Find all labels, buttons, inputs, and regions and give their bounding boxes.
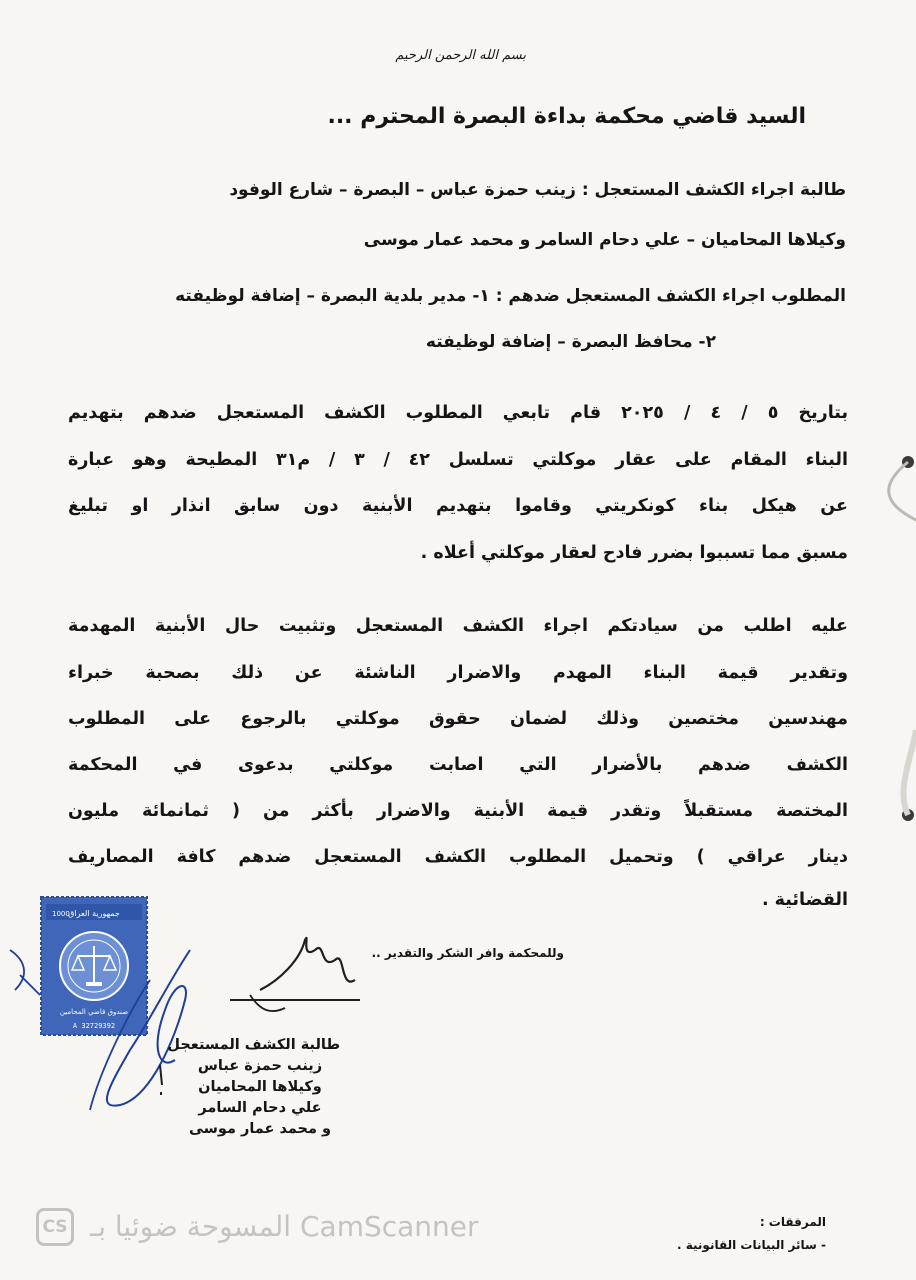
paragraph2-line: وتقدير قيمة البناء المهدم والاضرار الناشئة عن ذلك بصحبة خبراء <box>68 663 848 683</box>
attachments-item: - سائر البيانات القانونية . <box>677 1238 826 1252</box>
respondent-2-line: ٢- محافظ البصرة – إضافة لوظيفته <box>425 332 716 352</box>
closing-thanks: وللمحكمة وافر الشكر والتقدير .. <box>371 946 564 960</box>
signatory-line: طالبة الكشف المستعجل <box>167 1037 340 1053</box>
attachments-title: المرفقات : <box>759 1215 826 1229</box>
paragraph2-line: دينار عراقي ) وتحميل المطلوب الكشف المستعجل ضدهم كافة المصاريف <box>68 847 848 867</box>
applicant-line: طالبة اجراء الكشف المستعجل : زينب حمزة عباس – البصرة – شارع الوفود <box>229 180 846 200</box>
stamp-serial: A 32729392 <box>72 1022 116 1030</box>
signatory-line: علي دحام السامر <box>198 1100 322 1116</box>
signatory-line: وكيلاها المحاميان <box>198 1079 322 1095</box>
paragraph2-line: مهندسين مختصين وذلك لضمان حقوق موكلتي بالرجوع على المطلوب <box>68 709 848 729</box>
addressee-heading: السيد قاضي محكمة بداءة البصرة المحترم ... <box>327 104 806 129</box>
agents-line: وكيلاها المحاميان – علي دحام السامر و محمد عمار موسى <box>363 230 846 250</box>
paragraph2-line: القضائية . <box>761 890 848 910</box>
respondent-1-line: المطلوب اجراء الكشف المستعجل ضدهم : ١- مدير بلدية البصرة – إضافة لوظيفته <box>175 286 846 306</box>
paragraph1-line: عن هيكل بناء كونكريتي وقاموا بتهديم الأبنية دون سابق انذار او تبليغ <box>68 496 848 516</box>
camscanner-watermark <box>36 1204 556 1252</box>
watermark-text: المسوحة ضوئيا بـ CamScanner <box>90 1210 479 1243</box>
basmala: بسم الله الرحمن الرحيم <box>395 48 526 63</box>
stamp-top-text: جمهورية العراق <box>68 909 120 918</box>
signatory-line: زينب حمزة عباس <box>197 1058 323 1074</box>
paragraph2-line: عليه اطلب من سيادتكم اجراء الكشف المستعجل وتثبيت حال الأبنية المهدمة <box>68 616 848 636</box>
paragraph2-line: المختصة مستقبلاً وتقدر قيمة الأبنية والاضرار بأكثر من ( ثمانمائة مليون <box>68 801 848 821</box>
signatory-line: و محمد عمار موسى <box>188 1121 332 1137</box>
binding-string-icon <box>856 440 916 840</box>
stamp-value: 1000 <box>52 910 70 918</box>
paragraph2-line: الكشف ضدهم بالأضرار التي اصابت موكلتي بدعوى في المحكمة <box>68 755 848 775</box>
signatory-block <box>167 1035 340 1140</box>
paragraph1-line: البناء المقام على عقار موكلتي تسلسل ٤٢ / ٣ / م٣١ المطيحة وهو عبارة <box>68 450 849 470</box>
stamp-bottom-text: صندوق قاضي المحامين <box>59 1008 129 1016</box>
camscanner-logo-icon: CS <box>36 1208 74 1246</box>
paragraph1-line: مسبق مما تسببوا بضرر فادح لعقار موكلتي أعلاه . <box>420 543 848 563</box>
paragraph1-line: بتاريخ ٥ / ٤ / ٢٠٢٥ قام تابعي المطلوب الكشف المستعجل ضدهم بتهديم <box>68 403 849 423</box>
